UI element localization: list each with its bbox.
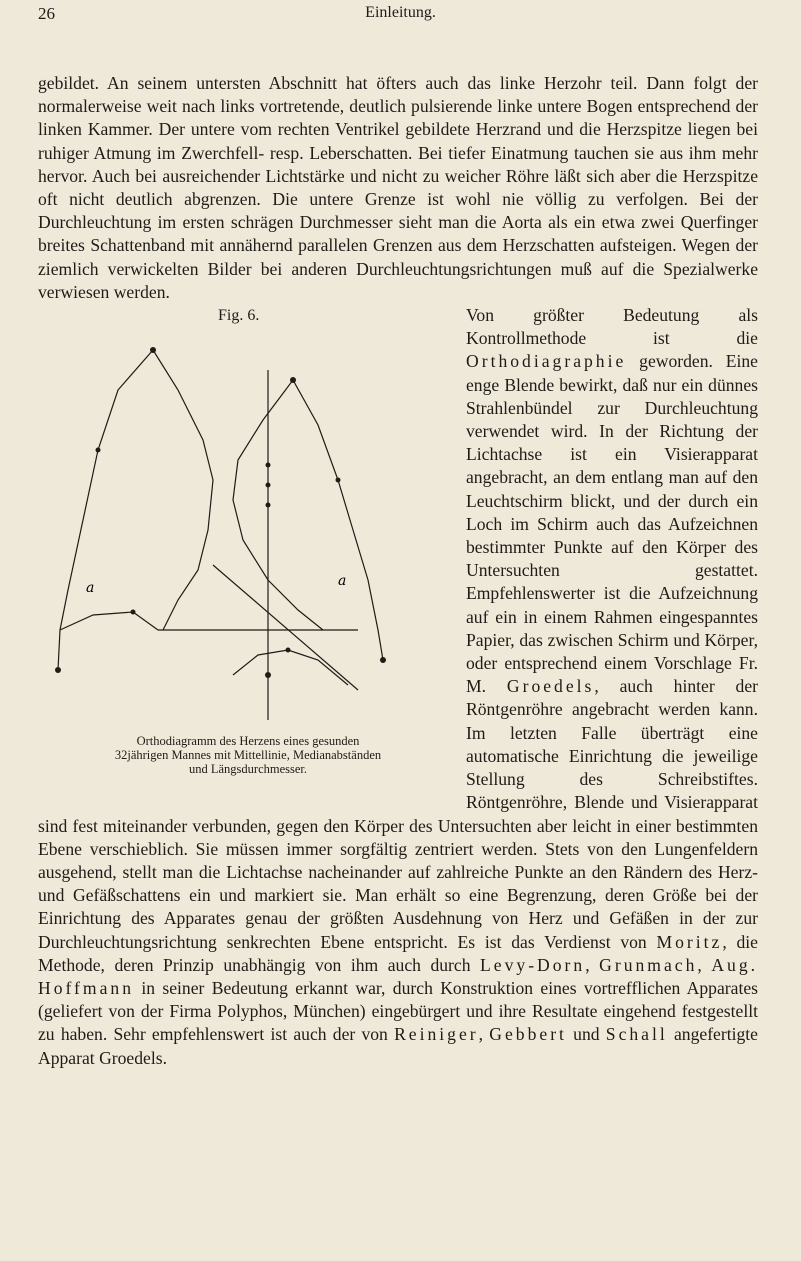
text-run: ,: [585, 954, 600, 975]
figure-label: Fig. 6.: [218, 307, 260, 325]
page-number: 26: [38, 4, 55, 23]
marker-point: [286, 648, 291, 653]
figure-caption: [38, 734, 458, 776]
marker-point: [266, 463, 271, 468]
term-orthodiagraphie: Orthodiagraphie: [466, 351, 627, 372]
marker-point: [290, 377, 296, 383]
text-run: und: [566, 1024, 606, 1045]
marker-a-right: a: [338, 573, 347, 590]
page-header: [0, 0, 801, 30]
author-name: Schall: [605, 1024, 668, 1045]
caption-line: und Längsdurchmesser.: [188, 762, 308, 777]
author-name: Levy-Dorn: [480, 954, 586, 975]
vessel-right-inner: [233, 380, 323, 630]
text-run: ,: [478, 1024, 490, 1045]
text-run: in seiner Bedeutung erkannt war, durch Konstruktion eines vortrefflichen Apparates (geliefert von der Firma Polyphos, München) eingebürgert und ihre Resultate eingehend festgestellt zu haben. Sehr empfehlenswert ist auch der von: [38, 977, 758, 1045]
heart-left-outline: [58, 350, 153, 670]
running-title: Einleitung.: [365, 4, 436, 21]
vessel-left-inner: [153, 350, 213, 630]
caption-line: Orthodiagramm des Herzens eines gesunden: [136, 734, 360, 749]
text-run: ,: [697, 954, 712, 975]
heart-right-outline: [293, 380, 383, 660]
marker-a-left: a: [86, 580, 95, 597]
author-name: Gebbert: [489, 1024, 567, 1045]
text-run: , die Methode, deren Prinzip unabhängig von ihm auch durch: [38, 931, 758, 975]
figure-orthodiagram: [38, 304, 458, 808]
heart-left-lower: [60, 612, 158, 630]
body-text: [38, 72, 758, 1070]
marker-point: [55, 667, 61, 673]
marker-point: [150, 347, 156, 353]
author-name: Grunmach: [599, 954, 698, 975]
text-run: Von größter Bedeutung als Kontrollmethode ist die: [466, 305, 758, 349]
marker-point: [265, 672, 271, 678]
heart-right-lower: [233, 650, 348, 685]
marker-point: [380, 657, 386, 663]
orthodiagram-drawing: [38, 330, 458, 730]
author-name: Reiniger: [394, 1024, 479, 1045]
caption-line: 32jährigen Mannes mit Mittellinie, Medianabständen: [114, 748, 382, 763]
author-name: Groedels: [506, 676, 595, 697]
marker-point: [96, 448, 101, 453]
text-run: , auch hinter der Röntgenröhre angebracht werden kann. Im letzten Falle überträgt eine automatische Einrichtung die jeweilige Stellung des Schreibstiftes. Röntgenröhre, Blende und Visierapparat sind fest miteinander verbunden, gegen den Körper des Untersuchten aber leicht in einer bestimmten Ebene verschieblich. Sie müssen immer sorgfältig zentriert werden. Stets von den Lungenfeldern ausgehend, stellt man die Lichtachse nacheinander auf zahlreiche Punkte an den Rändern des Herz- und Gefäßschattens ein und markiert sie. Man erhält so eine Begrenzung, deren Größe bei der Einrichtung des Apparates genau der größten Ausdehnung von Herz und Gefäßen in der zur Durchleuchtungsrichtung senkrechten Ebene entspricht. Es ist das Verdienst von: [38, 676, 758, 952]
author-name: Moritz: [656, 931, 723, 952]
marker-point: [266, 483, 271, 488]
paragraph-top: gebildet. An seinem untersten Abschnitt hat öfters auch das linke Herzohr teil. Dann folgt der normalerweise weit nach links vortretende, deutlich pulsierende linke untere Bogen entsprechend der linken Kammer. Der untere vom rechten Ventrikel gebildete Herzrand und die Herzspitze liegen bei ruhiger Atmung im Zwerchfell- resp. Leberschatten. Bei tiefer Einatmung tauchen sie aus ihm mehr hervor. Auch bei ausreichender Lichtstärke und nicht zu weicher Röhre läßt sich aber die Herzspitze oft nicht deutlich abgrenzen. Die untere Grenze ist wohl nie völlig zu verfolgen. Bei der Durchleuchtung im ersten schrägen Durchmesser sieht man die Aorta als ein etwa zwei Querfinger breites Schattenband mit annähernd parallelen Grenzen aus dem Herzschatten aufsteigen. Wegen der ziemlich verwickelten Bilder bei anderen Durchleuchtungsrichtungen muß auf die Spezialwerke verwiesen werden.: [38, 73, 758, 302]
text-run: geworden. Eine enge Blende bewirkt, daß nur ein dünnes Strahlenbündel zur Durchleuchtung verwendet wird. In der Richtung der Lichtachse ist ein Visierapparat angebracht, an dem entlang man auf den Leuchtschirm blickt, und der durch ein Loch im Schirm auch das Aufzeichnen bestimmter Punkte auf den Körper des Untersuchten gestattet. Empfehlenswerter ist die Aufzeichnung auf ein in einem Rahmen eingespanntes Papier, das zwischen Schirm und Körper, oder entsprechend einem Vorschlage Fr. M.: [466, 351, 758, 697]
long-diameter: [213, 565, 358, 690]
marker-point: [131, 610, 136, 615]
marker-point: [266, 503, 271, 508]
author-name: Aug. Hoffmann: [38, 954, 759, 998]
text-run: angefertigte Apparat Groedels.: [38, 1024, 758, 1068]
marker-point: [336, 478, 341, 483]
